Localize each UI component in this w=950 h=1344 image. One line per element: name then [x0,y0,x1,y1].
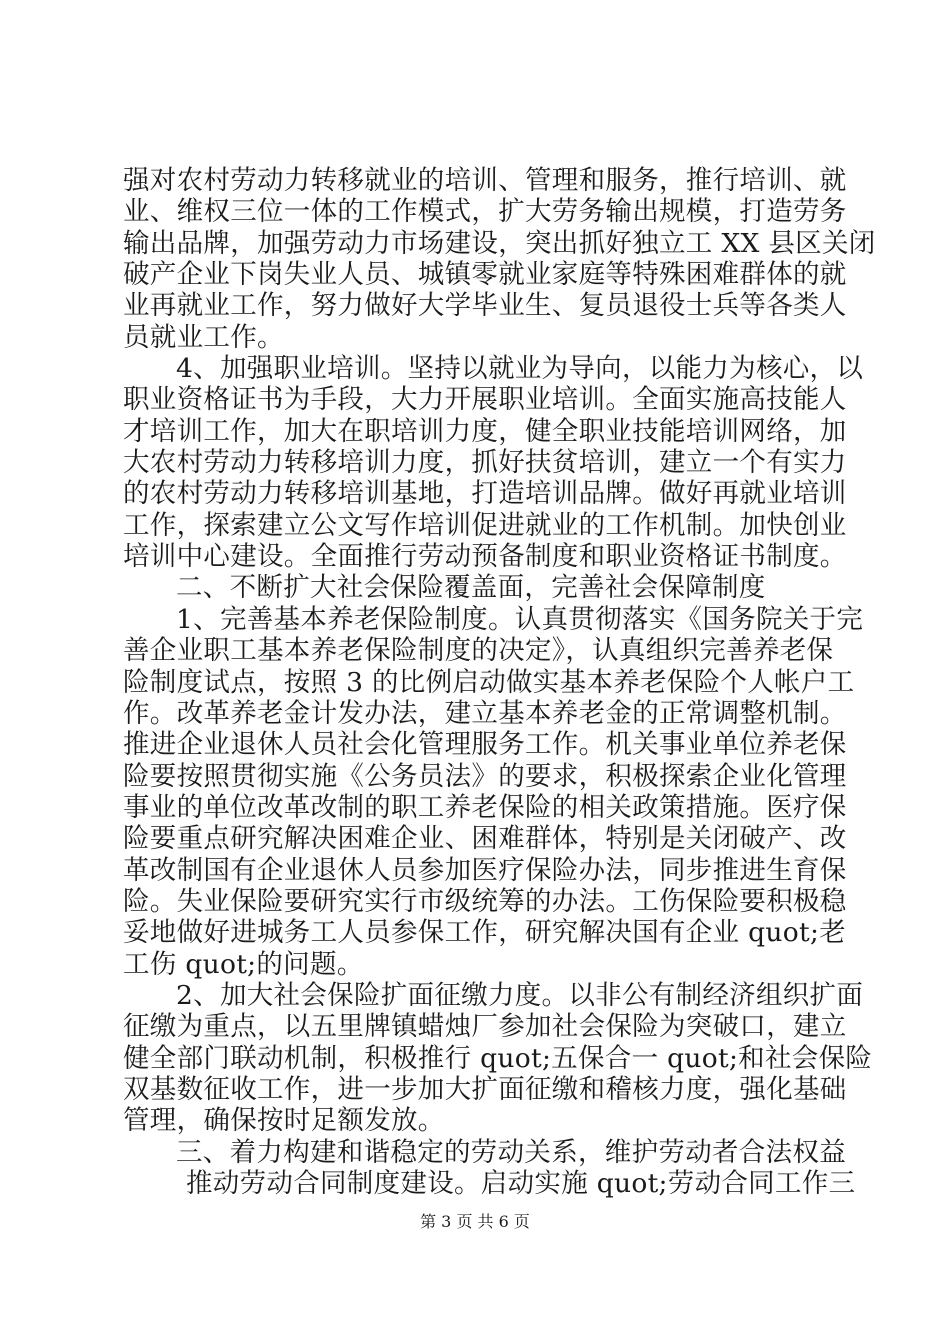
body-text-line: 善企业职工基本养老保险制度的决定》，认真组织完善养老保 [123,635,834,666]
paragraph-start-line: 推动劳动合同制度建设。启动实施 quot;劳动合同工作三 [186,1168,856,1199]
body-text-line: 输出品牌，加强劳动力市场建设，突出抓好独立工 XX 县区关闭 [123,228,876,259]
body-text-line: 双基数征收工作，进一步加大扩面征缴和稽核力度，强化基础 [123,1074,847,1105]
page-footer: 第 3 页 共 6 页 [420,1212,530,1231]
body-text-line: 业再就业工作，努力做好大学毕业生、复员退役士兵等各类人 [123,290,847,321]
body-text-line: 员就业工作。 [123,322,284,353]
body-text-line: 培训中心建设。全面推行劳动预备制度和职业资格证书制度。 [123,541,847,572]
body-text-line: 工作，探索建立公文写作培训促进就业的工作机制。加快创业 [123,510,847,541]
body-text-line: 征缴为重点，以五里牌镇蜡烛厂参加社会保险为突破口，建立 [123,1011,847,1042]
body-text-line: 大农村劳动力转移培训力度，抓好扶贫培训，建立一个有实力 [123,447,847,478]
paragraph-start-line: 2、加大社会保险扩面征缴力度。以非公有制经济组织扩面 [176,980,864,1011]
body-text-line: 管理，确保按时足额发放。 [123,1105,445,1136]
body-text-line: 险要重点研究解决困难企业、困难群体，特别是关闭破产、改 [123,823,847,854]
body-text-line: 险制度试点，按照 3 的比例启动做实基本养老保险个人帐户工 [123,667,855,698]
body-text-line: 破产企业下岗失业人员、城镇零就业家庭等特殊困难群体的就 [123,259,847,290]
body-text-line: 工伤 quot;的问题。 [123,949,364,980]
body-text-line: 强对农村劳动力转移就业的培训、管理和服务，推行培训、就 [123,165,847,196]
section-heading: 二、不断扩大社会保险覆盖面，完善社会保障制度 [176,572,766,603]
body-text-line: 职业资格证书为手段，大力开展职业培训。全面实施高技能人 [123,384,847,415]
body-text-line: 的农村劳动力转移培训基地，打造培训品牌。做好再就业培训 [123,478,847,509]
body-text-line: 险要按照贯彻实施《公务员法》的要求，积极探索企业化管理 [123,761,847,792]
body-text-line: 事业的单位改革改制的职工养老保险的相关政策措施。医疗保 [123,792,847,823]
body-text-line: 革改制国有企业退休人员参加医疗保险办法，同步推进生育保 [123,855,847,886]
paragraph-start-line: 4、加强职业培训。坚持以就业为导向，以能力为核心，以 [176,353,864,384]
body-text-line: 健全部门联动机制，积极推行 quot;五保合一 quot;和社会保险 [123,1043,873,1074]
body-text-line: 作。改革养老金计发办法，建立基本养老金的正常调整机制。 [123,698,847,729]
paragraph-start-line: 1、完善基本养老保险制度。认真贯彻落实《国务院关于完 [176,604,864,635]
section-heading: 三、着力构建和谐稳定的劳动关系，维护劳动者合法权益 [176,1137,846,1168]
body-text-line: 推进企业退休人员社会化管理服务工作。机关事业单位养老保 [123,729,847,760]
body-text-line: 业、维权三位一体的工作模式，扩大劳务输出规模，打造劳务 [123,196,847,227]
body-text-line: 妥地做好进城务工人员参保工作，研究解决国有企业 quot;老 [123,917,846,948]
body-text-line: 险。失业保险要研究实行市级统筹的办法。工伤保险要积极稳 [123,886,847,917]
body-text-line: 才培训工作，加大在职培训力度，健全职业技能培训网络，加 [123,416,847,447]
